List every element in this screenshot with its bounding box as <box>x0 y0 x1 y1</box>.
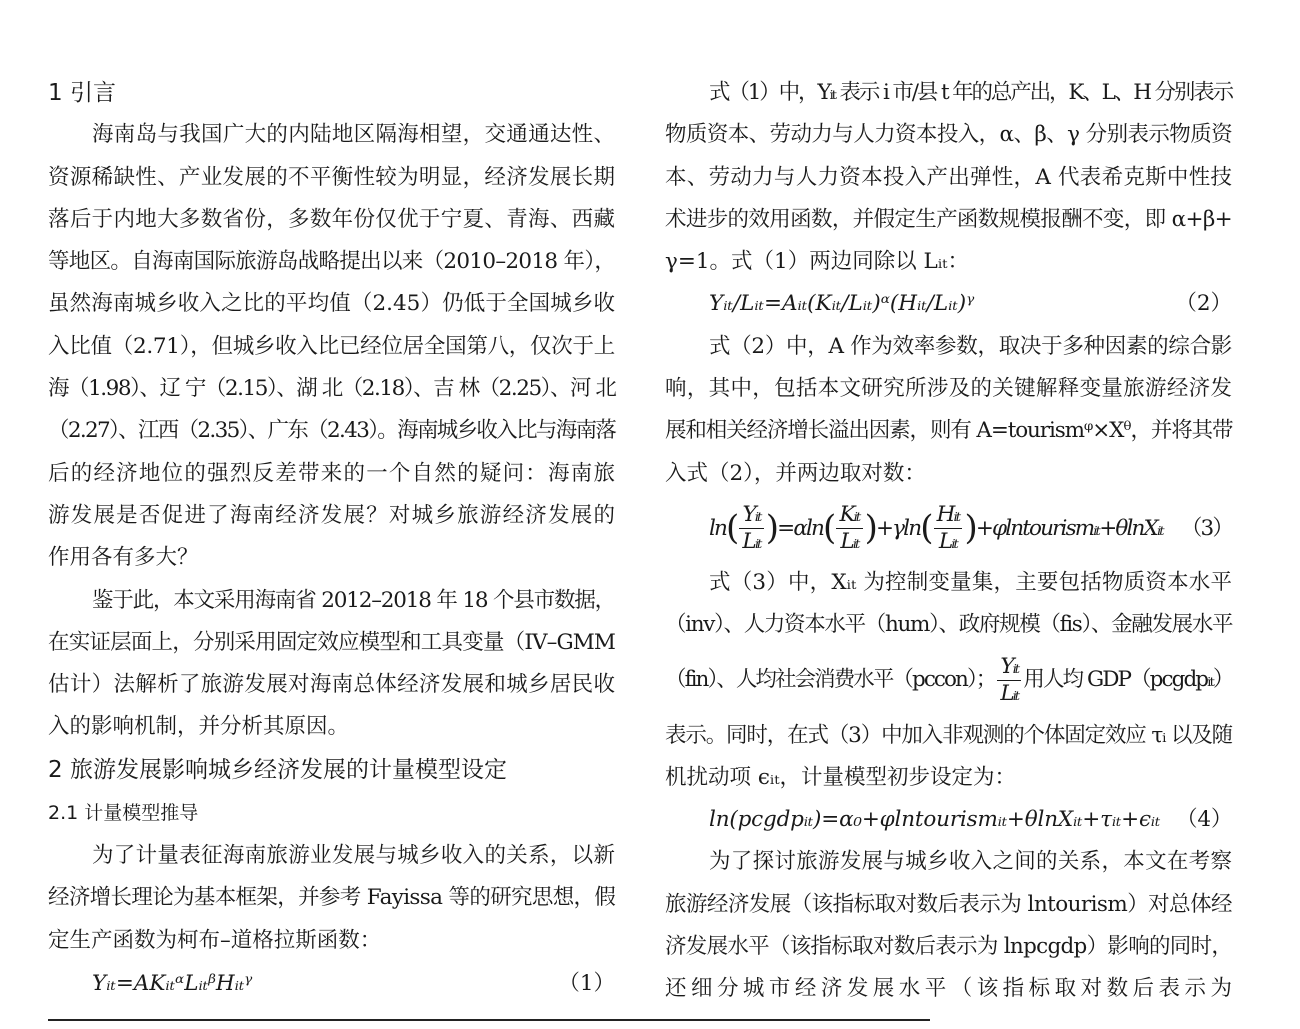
parenthesis: ( <box>920 507 932 548</box>
equation <box>665 799 1232 841</box>
formula-term: +φlntourismᵢₜ+θlnXᵢₜ <box>975 515 1163 541</box>
text-line: （inv）、人力资本水平（hum）、政府规模（fis）、金融发展水平 <box>665 612 1233 638</box>
formula-term: +γln <box>876 515 921 541</box>
footer-rule <box>48 1019 930 1021</box>
fraction-numerator: Kᵢₜ <box>836 502 862 529</box>
text-line: 展和相关经济增长溢出因素，则有 A=tourismᵠ×Xᶿ，并将其带 <box>665 418 1233 444</box>
text-line: 还细分城市经济发展水平（该指标取对数后表示为 <box>665 976 1232 1002</box>
equation <box>48 962 615 1014</box>
section-heading: 1 引言 <box>48 80 116 106</box>
formula-term: ln <box>709 515 727 541</box>
text-line: 在实证层面上，分别采用固定效应模型和工具变量（IV–GMM <box>48 629 615 655</box>
fraction-numerator: Yᵢₜ <box>739 502 763 529</box>
formula-term: 用人均 GDP（pcgdpᵢₜ） <box>1023 667 1233 693</box>
text-line: 式（2）中，A 作为效率参数，取决于多种因素的综合影 <box>709 333 1232 359</box>
fraction-numerator: Hᵢₜ <box>934 502 963 529</box>
subsection-heading: 2.1 计量模型推导 <box>48 802 199 825</box>
text-line: 海南岛与我国广大的内陆地区隔海相望，交通通达性、 <box>92 122 615 148</box>
text-line: （2.27）、江西（2.35）、广东（2.43）。海南城乡收入比与海南落 <box>48 418 616 444</box>
text-line: 等地区。自海南国际旅游岛战略提出以来（2010–2018 年）， <box>48 249 616 275</box>
text-line: 旅游经济发展（该指标取对数后表示为 lntourism）对总体经 <box>665 891 1232 917</box>
text-line: 海（1.98）、辽 宁（2.15）、湖 北（2.18）、吉 林（2.25）、河 北 <box>48 376 616 402</box>
text-line: 物质资本、劳动力与人力资本投入，α、β、γ 分别表示物质资 <box>665 122 1233 148</box>
text-line: 定生产函数为柯布–道格拉斯函数： <box>48 927 382 953</box>
fraction <box>934 502 963 555</box>
parenthesis: ) <box>864 507 876 548</box>
formula-term: （fin）、人均社会消费水平（pccon）； <box>665 667 996 693</box>
left-column <box>48 72 615 1014</box>
text-line: 式（3）中，Xᵢₜ 为控制变量集，主要包括物质资本水平 <box>709 569 1232 595</box>
text-line: 机扰动项 ϵᵢₜ，计量模型初步设定为： <box>665 764 1017 790</box>
equation-body: ln(pcgdpᵢₜ)=α₀+φlntourismᵢₜ+θlnXᵢₜ+τᵢₜ+ϵᵢₜ <box>709 807 1161 833</box>
equation-body: Yᵢₜ/Lᵢₜ=Aᵢₜ(Kᵢₜ/Lᵢₜ)ᵅ(Hᵢₜ/Lᵢₜ)ᵞ <box>709 291 975 317</box>
text-line: 作用各有多大？ <box>48 545 199 571</box>
text-line: 响，其中，包括本文研究所涉及的关键解释变量旅游经济发 <box>665 376 1232 402</box>
formula-term: =αln <box>777 515 824 541</box>
text-line: 入的影响机制，并分析其原因。 <box>48 714 350 740</box>
text-line: γ=1。式（1）两边同除以 Lᵢₜ： <box>665 249 969 275</box>
text-line: 鉴于此，本文采用海南省 2012–2018 年 18 个县市数据， <box>92 587 615 613</box>
fraction-denominator: Lᵢₜ <box>742 528 761 554</box>
text-line: 游发展是否促进了海南经济发展？对城乡旅游经济发展的 <box>48 502 615 528</box>
text-line: 本、劳动力与人力资本投入产出弹性，A 代表希克斯中性技 <box>665 164 1232 190</box>
section-heading: 2 旅游发展影响城乡经济发展的计量模型设定 <box>48 756 507 783</box>
text-line <box>665 647 1232 715</box>
right-column <box>665 72 1232 1011</box>
fraction-denominator: Lᵢₜ <box>1000 681 1019 707</box>
text-line: 后的经济地位的强烈反差带来的一个自然的疑问：海南旅 <box>48 460 615 486</box>
text-line: 式（1）中，Yᵢₜ 表示 i 市/县 t 年的总产出，K、L、H 分别表示 <box>709 80 1232 105</box>
text-line: 济发展水平（该指标取对数后表示为 lnpcgdp）影响的同时， <box>665 934 1233 960</box>
text-line: 入式（2），并两边取对数： <box>665 460 926 486</box>
text-line: 为了计量表征海南旅游业发展与城乡收入的关系，以新 <box>92 843 615 869</box>
parenthesis: ( <box>823 507 835 548</box>
text-line: 表示。同时，在式（3）中加入非观测的个体固定效应 τᵢ 以及随 <box>665 722 1232 748</box>
equation-body: Yᵢₜ=AKᵢₜᵅLᵢₜᵝHᵢₜᵞ <box>92 970 253 996</box>
text-line: 估计）法解析了旅游发展对海南总体经济发展和城乡居民收 <box>48 672 615 698</box>
equation-number: （1） <box>558 970 615 996</box>
text-line: 虽然海南城乡收入之比的平均值（2.45）仍低于全国城乡收 <box>48 291 615 317</box>
text-line: 术进步的效用函数，并假定生产函数规模报酬不变，即 α+β+ <box>665 206 1232 232</box>
equation-number: （3） <box>1180 515 1232 541</box>
fraction-numerator: Yᵢₜ <box>997 654 1021 681</box>
text-line: 落后于内地大多数省份，多数年份仅优于宁夏、青海、西藏 <box>48 206 615 232</box>
parenthesis: ( <box>726 507 738 548</box>
text-line: 为了探讨旅游发展与城乡收入之间的关系，本文在考察 <box>709 849 1232 875</box>
parenthesis: ) <box>964 507 976 548</box>
text-line: 入比值（2.71），但城乡收入比已经位居全国第八，仅次于上 <box>48 333 615 359</box>
text-line: 资源稀缺性、产业发展的不平衡性较为明显，经济发展长期 <box>48 164 615 190</box>
fraction-denominator: Lᵢₜ <box>938 528 958 554</box>
equation <box>665 283 1232 325</box>
fraction <box>836 502 862 555</box>
equation-number: （2） <box>1175 291 1232 317</box>
equation-number: （4） <box>1176 807 1233 833</box>
equation <box>665 495 1232 562</box>
fraction-denominator: Lᵢₜ <box>840 528 859 554</box>
text-line: 经济增长理论为基本框架，并参考 Fayissa 等的研究思想，假 <box>48 885 616 911</box>
parenthesis: ) <box>765 507 778 548</box>
fraction <box>739 502 763 555</box>
fraction <box>997 654 1021 707</box>
